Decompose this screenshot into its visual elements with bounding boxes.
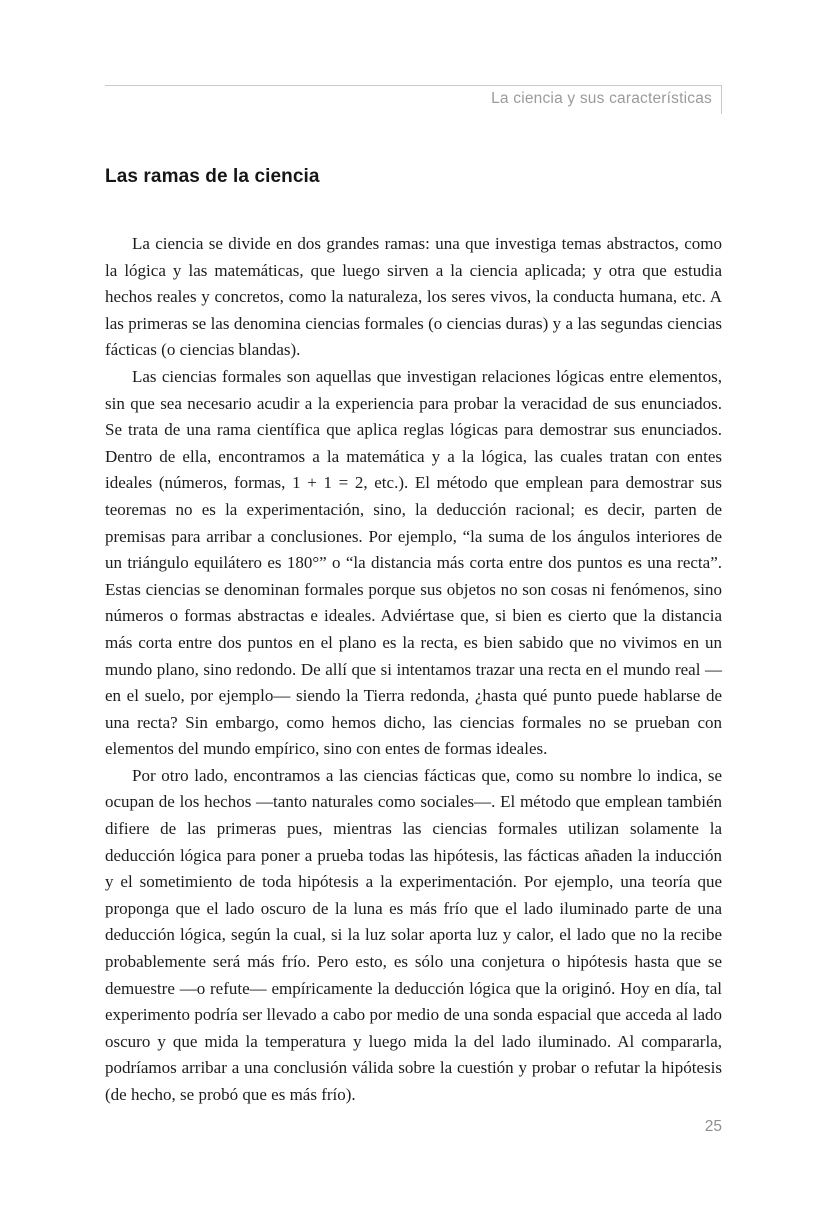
paragraph: Las ciencias formales son aquellas que investigan relaciones lógicas entre elementos, sin que sea necesario acudir a la experiencia para probar la veracidad de sus enunciados. Se trata de una rama científica que aplica reglas lógicas para demostrar sus enunciados. Dentro de ella, encontramos a la matemática y a la lógica, las cuales tratan con entes ideales (números, formas, 1 + 1 = 2, etc.). El método que emplean para demostrar sus teoremas no es la experimentación, sino, la deducción racional; es decir, parten de premisas para arribar a conclusiones. Por ejemplo, “la suma de los ángulos interiores de un triángulo equilátero es 180°” o “la distancia más corta entre dos puntos es una recta”. Estas ciencias se denominan formales porque sus objetos no son cosas ni fenómenos, sino números o formas abstractas e ideales. Adviértase que, si bien es cierto que la distancia más corta entre dos puntos en el plano es la recta, es bien sabido que no vivimos en un mundo plano, sino redondo. De allí que si intentamos trazar una recta en el mundo real —en el suelo, por ejemplo— siendo la Tierra redonda, ¿hasta qué punto puede hablarse de una recta? Sin embargo, como hemos dicho, las ciencias formales no se prueban con elementos del mundo empírico, sino con entes de formas ideales. — [105, 366, 722, 759]
content-column — [105, 0, 722, 1109]
running-header-title: La ciencia y sus características — [491, 86, 722, 114]
body-text — [105, 231, 722, 1109]
page-number: 25 — [704, 1118, 722, 1135]
paragraph: Por otro lado, encontramos a las ciencias fácticas que, como su nombre lo indica, se ocupan de los hechos —tanto naturales como sociales—. El método que emplean también difiere de las primeras pues, mientras las ciencias formales utilizan solamente la deducción lógica para poner a prueba todas las hipótesis, las fácticas añaden la inducción y el sometimiento de toda hipótesis a la experimentación. Por ejemplo, una teoría que proponga que el lado oscuro de la luna es más frío que el lado iluminado parte de una deducción lógica, según la cual, si la luz solar aporta luz y calor, el lado que no la recibe probablemente será más frío. Pero esto, es sólo una conjetura o hipótesis hasta que se demuestre —o refute— empíricamente la deducción lógica que la originó. Hoy en día, tal experimento podría ser llevado a cabo por medio de una sonda espacial que acceda al lado oscuro y que mida la temperatura y luego mida la del lado iluminado. Al compararla, podríamos arribar a una conclusión válida sobre la cuestión y probar o refutar la hipótesis (de hecho, se probó que es más frío). — [105, 765, 722, 1104]
running-header — [105, 85, 722, 114]
paragraph: La ciencia se divide en dos grandes ramas: una que investiga temas abstractos, como la lógica y las matemáticas, que luego sirven a la ciencia aplicada; y otra que estudia hechos reales y concretos, como la naturaleza, los seres vivos, la conducta humana, etc. A las primeras se las denomina ciencias formales (o ciencias duras) y a las segundas ciencias fácticas (o ciencias blandas). — [105, 234, 722, 360]
section-title: Las ramas de la ciencia — [105, 166, 320, 187]
